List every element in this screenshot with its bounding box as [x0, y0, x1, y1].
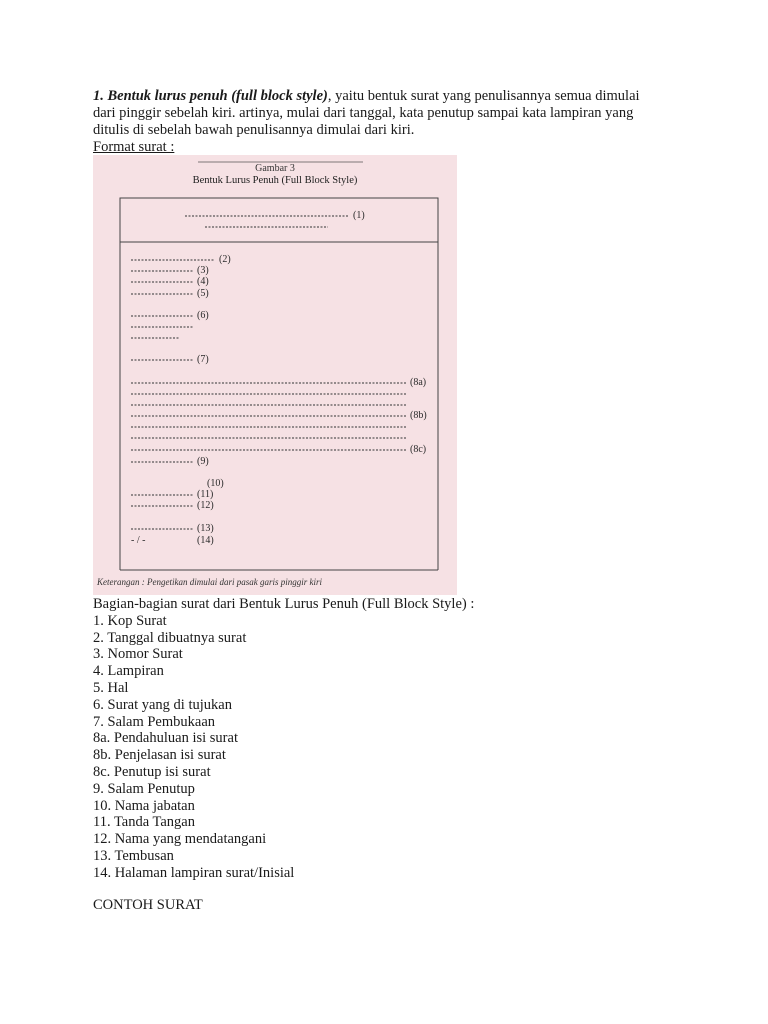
mark-1: (1) — [353, 210, 365, 221]
list-item: 1. Kop Surat — [93, 612, 167, 629]
mark-6: (6) — [197, 310, 209, 321]
list-item: 11. Tanda Tangan — [93, 814, 195, 831]
letter-format-figure — [93, 155, 457, 595]
list-item: 4. Lampiran — [93, 663, 164, 680]
list-item: 3. Nomor Surat — [93, 646, 183, 663]
list-item: 2. Tanggal dibuatnya surat — [93, 629, 247, 646]
mark-5: (5) — [197, 288, 209, 299]
mark-8b: (8b) — [410, 410, 427, 421]
list-item: 9. Salam Penutup — [93, 780, 195, 797]
list-item: 8a. Pendahuluan isi surat — [93, 730, 238, 747]
list-item: 7. Salam Pembukaan — [93, 713, 216, 730]
mark-8a: (8a) — [410, 377, 427, 388]
mark-12: (12) — [197, 500, 214, 511]
mark-14: (14) — [197, 535, 214, 546]
list-item: 14. Halaman lampiran surat/Inisial — [93, 864, 295, 881]
mark-7: (7) — [197, 354, 209, 365]
mark-13: (13) — [197, 523, 214, 534]
intro-text: , yaitu bentuk surat yang penulisannya semua dimulai dari pinggir sebelah kiri. artinya, mulai dari tanggal, kata penutup sampai kata lampiran yang ditulis di sebelah bawah penulisannya dimulai dari kiri. — [93, 88, 640, 138]
intro-lead: 1. Bentuk lurus penuh (full block style) — [93, 88, 328, 104]
list-item: 12. Nama yang mendatangani — [93, 831, 267, 848]
parts-heading: Bagian-bagian surat dari Bentuk Lurus Penuh (Full Block Style) : — [93, 596, 475, 612]
figure-lines — [93, 155, 457, 595]
list-item: 8c. Penutup isi surat — [93, 763, 211, 780]
mark-10: (10) — [207, 478, 224, 489]
parts-section — [93, 596, 653, 882]
mark-4: (4) — [197, 276, 209, 287]
figure-subtitle: Bentuk Lurus Penuh (Full Block Style) — [192, 175, 358, 186]
figure-note: Keterangan : Pengetikan dimulai dari pasak garis pinggir kiri — [97, 577, 322, 587]
mark-3: (3) — [197, 265, 209, 276]
format-label: Format surat : — [93, 139, 175, 155]
list-item: 8b. Penjelasan isi surat — [93, 747, 226, 764]
mark-11: (11) — [197, 489, 214, 500]
intro-paragraph — [93, 88, 653, 139]
contoh-heading: CONTOH SURAT — [93, 897, 203, 913]
list-item: 13. Tembusan — [93, 847, 174, 864]
list-item: 6. Surat yang di tujukan — [93, 696, 232, 713]
mark-8c: (8c) — [410, 444, 427, 455]
mark-9: (9) — [197, 456, 209, 467]
mark-slash: - / - — [131, 535, 146, 546]
figure-title: Gambar 3 — [255, 163, 295, 174]
list-item: 5. Hal — [93, 679, 129, 696]
list-item: 10. Nama jabatan — [93, 797, 195, 814]
mark-2: (2) — [219, 254, 231, 265]
